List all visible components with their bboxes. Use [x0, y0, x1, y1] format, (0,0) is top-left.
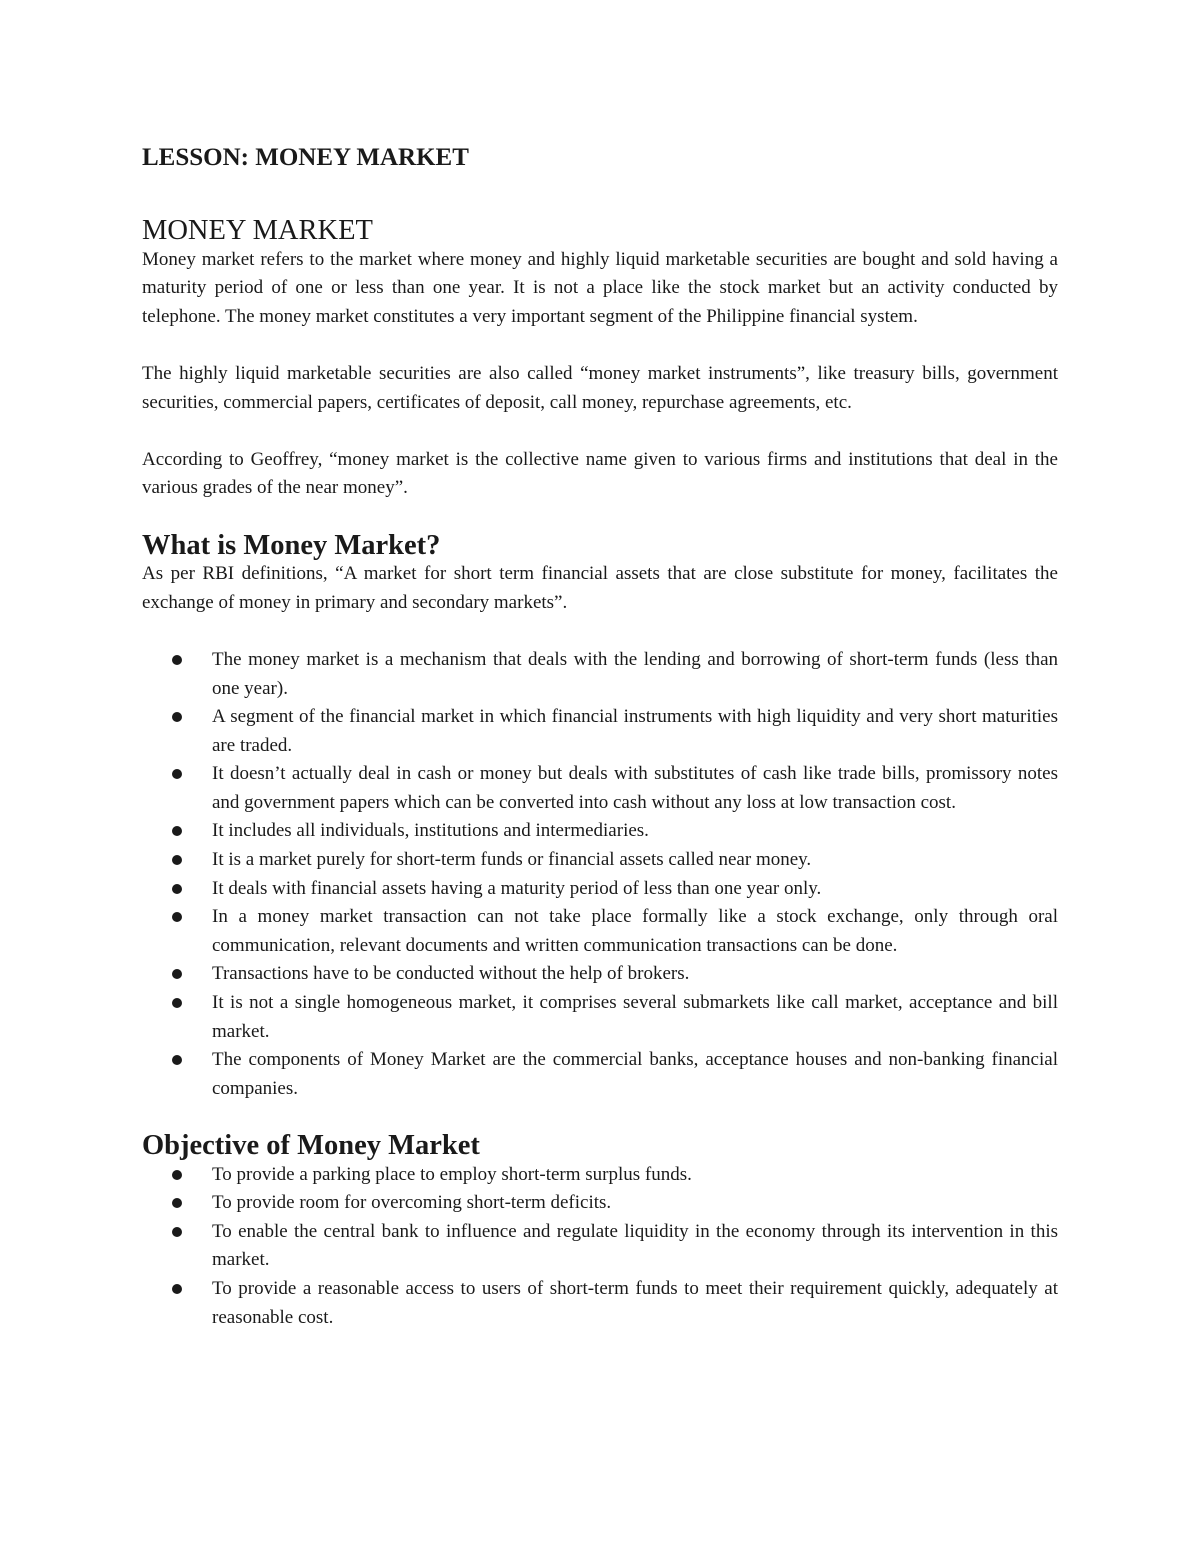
section-heading-what-is: What is Money Market?: [142, 529, 441, 561]
list-item: To provide room for overcoming short-term deficits.: [142, 1189, 1058, 1218]
bullet-icon: [172, 826, 182, 836]
paragraph-definition: Money market refers to the market where money and highly liquid marketable securities are bought and sold having a maturity period of one or less than one year. It is not a place like the stock market but an activity conducted by telephone. The money market constitutes a very important segment of the Philippine financial system.: [142, 248, 1058, 327]
list-item: To provide a reasonable access to users of short-term funds to meet their requirement quickly, adequately at reasonable cost.: [142, 1275, 1058, 1332]
paragraph-instruments: The highly liquid marketable securities are also called “money market instruments”, like treasury bills, government securities, commercial papers, certificates of deposit, call money, repurchase agreements, etc.: [142, 362, 1058, 413]
bullet-icon: [172, 712, 182, 722]
list-item: Transactions have to be conducted without the help of brokers.: [142, 960, 1058, 989]
bullet-icon: [172, 1170, 182, 1180]
document-page: [142, 141, 1058, 1332]
list-item: In a money market transaction can not take place formally like a stock exchange, only through oral communication, relevant documents and written communication transactions can be done.: [142, 903, 1058, 960]
bullet-icon: [172, 1055, 182, 1065]
list-item: It doesn’t actually deal in cash or money but deals with substitutes of cash like trade bills, promissory notes and government papers which can be converted into cash without any loss at low transaction cost.: [142, 760, 1058, 817]
section-money-market: [142, 217, 1058, 503]
objectives-list: [142, 1161, 1058, 1333]
section-what-is-money-market: [142, 529, 1058, 1104]
bullet-icon: [172, 1284, 182, 1294]
list-item: The components of Money Market are the commercial banks, acceptance houses and non-banking financial companies.: [142, 1046, 1058, 1103]
paragraph-geoffrey-quote: According to Geoffrey, “money market is the collective name given to various firms and institutions that deal in the various grades of the near money”.: [142, 448, 1058, 499]
document-title: LESSON: MONEY MARKET: [142, 144, 469, 171]
paragraph-rbi-definition: As per RBI definitions, “A market for short term financial assets that are close substitute for money, facilitates the exchange of money in primary and secondary markets”.: [142, 563, 1058, 613]
bullet-icon: [172, 884, 182, 894]
list-item: The money market is a mechanism that deals with the lending and borrowing of short-term funds (less than one year).: [142, 646, 1058, 703]
bullet-icon: [172, 969, 182, 979]
section-objective: [142, 1132, 1058, 1332]
bullet-icon: [172, 998, 182, 1008]
list-item: To enable the central bank to influence and regulate liquidity in the economy through its intervention in this market.: [142, 1218, 1058, 1275]
list-item: It is a market purely for short-term funds or financial assets called near money.: [142, 846, 1058, 875]
list-item: It includes all individuals, institutions and intermediaries.: [142, 817, 1058, 846]
bullet-icon: [172, 912, 182, 922]
list-item: It deals with financial assets having a maturity period of less than one year only.: [142, 875, 1058, 904]
bullet-icon: [172, 655, 182, 665]
bullet-icon: [172, 855, 182, 865]
section-heading-objective: Objective of Money Market: [142, 1130, 480, 1161]
bullet-icon: [172, 769, 182, 779]
bullet-icon: [172, 1198, 182, 1208]
list-item: To provide a parking place to employ short-term surplus funds.: [142, 1161, 1058, 1190]
bullet-icon: [172, 1227, 182, 1237]
list-item: A segment of the financial market in which financial instruments with high liquidity and very short maturities are traded.: [142, 703, 1058, 760]
list-item: It is not a single homogeneous market, it comprises several submarkets like call market, acceptance and bill market.: [142, 989, 1058, 1046]
section-heading-money-market: MONEY MARKET: [142, 215, 373, 246]
features-list: [142, 646, 1058, 1104]
